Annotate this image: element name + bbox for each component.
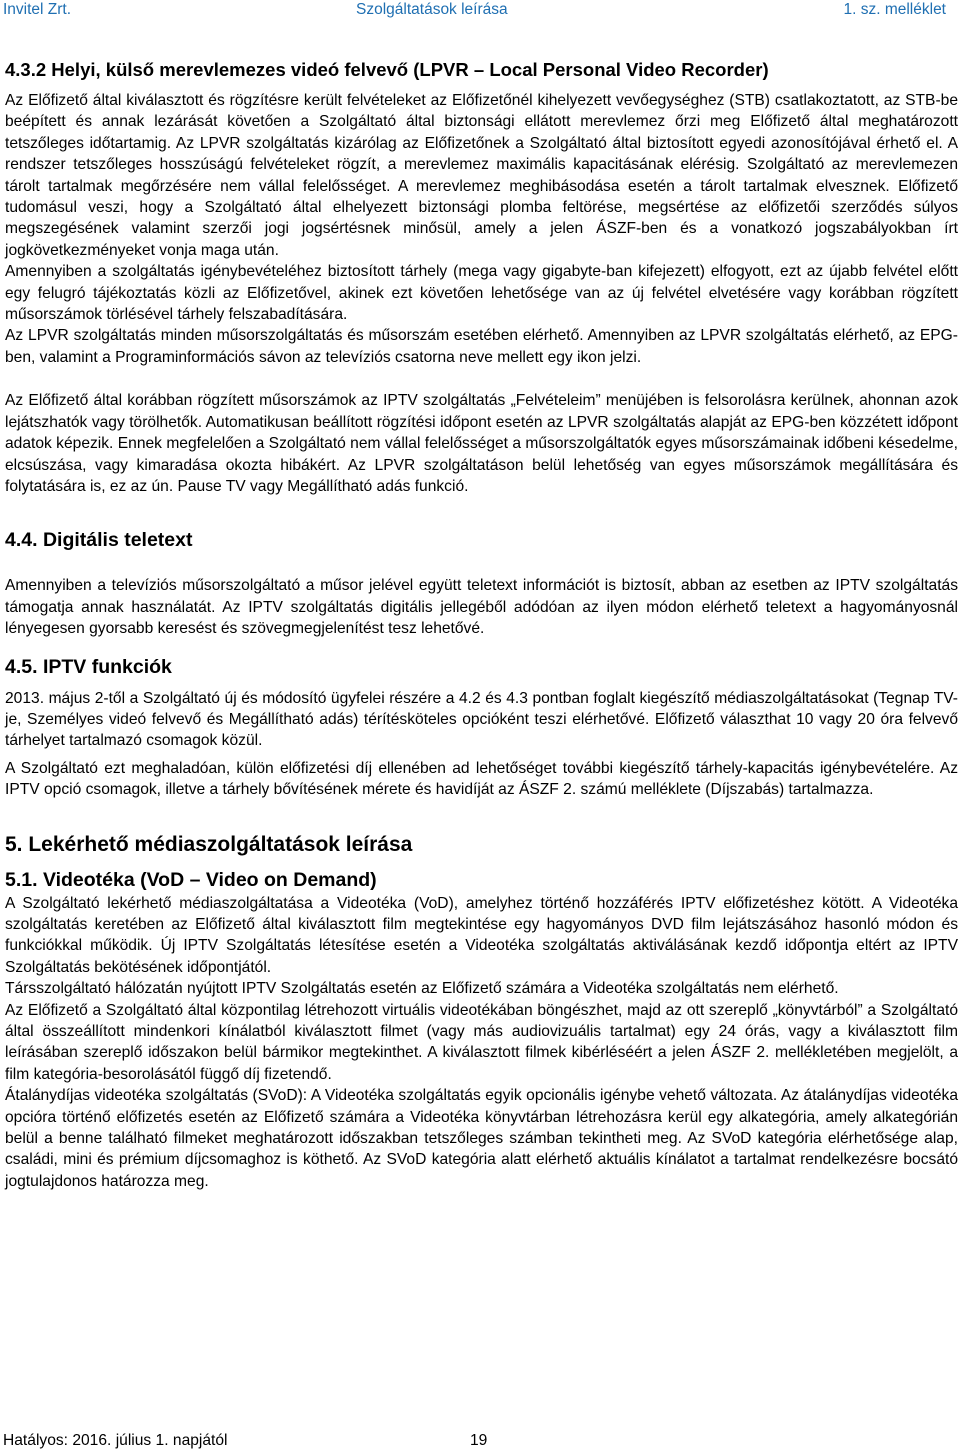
spacer xyxy=(5,553,958,575)
spacer xyxy=(5,640,958,654)
paragraph: A Szolgáltató lekérhető médiaszolgáltatása a Videotéka (VoD), amelyhez történő hozzáférés IPTV előfizetéshez kötött. A Videotéka szolgáltatás keretében az Előfizető által kiválasztott film megtekintése egy hagyományos DVD film lejátszásához hasonló módon és funkciókkal működik. Új IPTV Szolgáltatás létesítése esetén a Videotéka szolgáltatás aktiválásának kezdő időpontja eltért az IPTV Szolgáltatás bekötésének időpontjától. xyxy=(5,894,958,976)
page-footer xyxy=(0,1428,960,1454)
paragraph: Amennyiben a szolgáltatás igénybevételéhez biztosított tárhely (mega vagy gigabyte-ban kifejezett) elfogyott, ezt az újabb felvétel előtt egy felugró tájékoztatás közli az Előfizetővel, akinek ezt követően lehetősége van az új felvétel elvetésére vagy korábban rögzített műsorszámok törlésével tárhely felszabadítására. xyxy=(5,263,958,324)
page-number: 19 xyxy=(470,1432,488,1449)
document-body xyxy=(5,58,958,1192)
paragraph: Az Előfizető által kiválasztott és rögzítésre került felvételeket az Előfizetőnél kihelyezett vevőegységhez (STB) csatlakoztatott, az STB-be beépített és annak lezárását követően a Szolgáltató által biztonsági ellátott merevlemez őrzi meg Előfizető által meghatározott tetszőleges időtartamig. Az LPVR szolgáltatás kizárólag az Előfizetőnek a Szolgáltató által biztosított egyedi azonosítójával érhető el. A rendszer tetszőleges hosszúságú felvételeket rögzít, a merevlemez maximális kapacitásának elérésig. Szolgáltató az merevlemezen tárolt tartalmak megőrzésére nem vállal felelősséget. A merevlemez meghibásodása esetén a tárolt tartalmak elvesznek. Előfizető tudomásul veszi, hogy a Szolgáltató által elhelyezett biztonsági plomba feltörése, megsértése az előfizetői szerződés súlyos megszegésének valamint szerzői jogi jogsértésnek minősül, amely a jelen ÁSZF-ben és a vonatkozó jogszabályokban írt jogkövetkezményeket vonja maga után. xyxy=(5,92,958,259)
header-company: Invitel Zrt. xyxy=(3,1,72,18)
spacer xyxy=(5,801,958,831)
heading-4-5: 4.5. IPTV funkciók xyxy=(5,655,172,678)
paragraph: Átalánydíjas videotéka szolgáltatás (SVoD): A Videotéka szolgáltatás egyik opcionális igénybe vehető változata. Az átalánydíjas videotéka opcióra történő előfizetés esetén az Előfizető számára a Videotéka könyvtárban létrehozásra kerül egy alkategória, amely alkategórián belül a benne található filmeket meghatározott időszakban tetszőleges számban tekintheti meg. Az SVoD kategória elérhetősége alap, családi, mini és prémium díjcsomaghoz is köthető. Az SVoD kategória alatt elérhető aktuális kínálatot a tartalmat rendelkezésre bocsátó jogtulajdonos határozza meg. xyxy=(5,1087,958,1190)
paragraph: Amennyiben a televíziós műsorszolgáltató a műsor jelével együtt teletext információt is biztosít, abban az esetben az IPTV szolgáltatás támogatja annak használatát. Az IPTV szolgáltatás digitális jellegéből adódóan az ilyen módon elérhető teletext a hagyományosnál lényegesen gyorsabb keresést és szövegmegjelenítést tesz lehetővé. xyxy=(5,577,958,638)
paragraph: Társszolgáltató hálózatán nyújtott IPTV Szolgáltatás esetén az Előfizető számára a Videotéka szolgáltatás nem elérhető. xyxy=(5,980,839,998)
paragraph: 2013. május 2-től a Szolgáltató új és módosító ügyfelei részére a 4.2 és 4.3 pontban foglalt kiegészítő médiaszolgáltatásokat (Tegnap TV-je, Személyes videó felvevő és Megállítható adás) térítésköteles opcióként teszi elérhetővé. Előfizető választhat 10 vagy 20 óra felvevő tárhelyet tartalmazó csomagok közül. xyxy=(5,689,958,750)
header-title: Szolgáltatások leírása xyxy=(356,1,508,18)
paragraph: Az Előfizető által korábban rögzített műsorszámok az IPTV szolgáltatás „Felvételeim” menüjében is felsorolásra kerülnek, ahonnan azok lejátszhatók vagy törölhetők. Automatikusan beállított rögzítési időpont esetén az LPVR szolgáltatás alapját az EPG-ben közzétett időpont adatok képezik. Ennek megfelelően a Szolgáltató nem vállal felelősséget a műsorszolgáltatók egyes műsorszámainak időbeni késedelme, elcsúszása, vagy kimaradása okozta hibákért. Az LPVR szolgáltatáson belül lehetőség van egyes műsorszámok megállítására és folytatására is, ez az ún. Pause TV vagy Megállítható adás funkció. xyxy=(5,392,958,495)
spacer xyxy=(5,368,958,390)
spacer xyxy=(5,859,958,867)
heading-5: 5. Lekérhető médiaszolgáltatások leírása xyxy=(5,832,413,856)
footer-effective-date: Hatályos: 2016. július 1. napjától xyxy=(3,1432,228,1449)
spacer xyxy=(5,497,958,527)
paragraph: Az LPVR szolgáltatás minden műsorszolgáltatás és műsorszám esetében elérhető. Amennyiben az LPVR szolgáltatás elérhető, az EPG-ben, valamint a Programinformációs sávon az televíziós csatorna neve mellett egy ikon jelzi. xyxy=(5,327,958,366)
heading-4-3-2: 4.3.2 Helyi, külső merevlemezes videó felvevő (LPVR – Local Personal Video Recorder) xyxy=(5,59,769,80)
paragraph: A Szolgáltató ezt meghaladóan, külön előfizetési díj ellenében ad lehetőséget további kiegészítő tárhely-kapacitás igénybevételére. Az IPTV opció csomagok, illetve a tárhely bővítésének mérete és havidíját az ÁSZF 2. számú melléklete (Díjszabás) tartalmazza. xyxy=(5,759,958,799)
header-annex: 1. sz. melléklet xyxy=(843,1,946,18)
spacer xyxy=(5,680,958,688)
heading-5-1: 5.1. Videotéka (VoD – Video on Demand) xyxy=(5,868,377,891)
page-header xyxy=(0,0,960,22)
heading-4-4: 4.4. Digitális teletext xyxy=(5,529,193,552)
paragraph: Az Előfizető a Szolgáltató által központilag létrehozott virtuális videotékában böngészhet, majd az ott szereplő „könyvtárból” a Szolgáltató által összeállított mindenkori kínálatból kiválasztott filmet (vagy más audiovizuális tartalmat) egy 24 órás, vagy a kiválasztott film leírásában szereplő időszakon belül bármikor megtekinthet. A kiválasztott filmek kibérléséért a jelen ÁSZF 2. mellékletében megjelölt, a film kategória-besorolásától függő díj fizetendő. xyxy=(5,1001,958,1083)
